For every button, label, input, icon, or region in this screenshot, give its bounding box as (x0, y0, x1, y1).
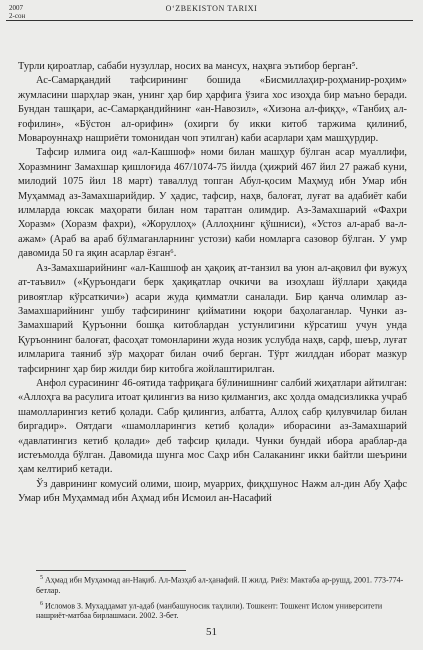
footnotes (36, 573, 407, 624)
paragraph-4: Аз-Замахшарийнинг «ал-Кашшоф ан ҳақоиқ ат-танзил ва уюн ал-ақовил фи вужуҳ ат-таъвил» («Қуръондаги берк ҳақиқатлар очкичи ва изоҳлаш йўллари ҳақида ривоятлар кўрсаткичи») асари жуда қимматли саналади. Бир қанча олимлар аз-Замахшарийнинг ушбу тафсирининг қийматини юқори баҳолаганлар. Чунки аз-Замахшарий Қуръонни бошқа китоблардан устунлигини кўрсатиш учун унда Қуръоннинг балоғат, фасоҳат томонларини жуда нозик услубда наҳв, сарф, шеър, луғат илмларига таяниб зўр маҳорат билан очиб берган. Тўрт жилддан иборат мазкур тафсирнинг ҳар бир жилди бир китобга жойлаштирилган. (18, 262, 407, 375)
header-issue: 2-сон (9, 12, 26, 20)
journal-title: O‘ZBEKISTON TARIXI (165, 4, 258, 13)
footnote-text: Исломов З. Мухаддамат ул-адаб (манбашуносик таҳлили). Тошкент: Тошкент Ислом университети нашриёт-матбаа бирлашмаси. 2002. 3-бет. (36, 601, 383, 621)
paragraph-1: Турли қироатлар, сабаби нузуллар, носих ва мансух, наҳвга эътибор берган⁵. (18, 61, 358, 72)
header-rule (6, 20, 413, 21)
footnote (36, 599, 407, 622)
paragraph-5: Анфол сурасининг 46-оятида тафриқага бўлинишнинг салбий жиҳатлари айтилган: «Аллоҳга ва расулига итоат қилингиз ва низо қилмангиз, акс ҳолда омадсизликка учраб шамолларингиз кетиб қолади. Сабр қилингиз, албатта, Аллоҳ сабр қилувчилар билан биргадир». Оятдаги «шамолларингиз кетиб қолади» ибораcини аз-Замахшарий «давлатингиз кетиб қолади» деб тафсир қилади. Чунки бундай ибора араблар-да истеъмолда бўлган. Давомида шунга мос Саҳр ибн Салаканинг икки байтли шеърини ҳам келтириб кетади. (18, 377, 407, 476)
paragraph-2: Ас-Самарқандий тафсирининг бошида «Бисмиллаҳир-роҳманир-роҳим» жумласини шарҳлар экан, унинг ҳар бир ҳарфига ўзига хос изоҳда бир маъно беради. Бундан ташқари, ас-Самарқандийнинг «ан-Навозил», «Хизона ал-фиқҳ», «Танбиҳ ал-ғофилин», «Бўстон ал-орифин» (охирги бу икки китоб таржима қилиниб, Мовароуннаҳр нашриёти томонидан чоп этилган) каби асарлари ҳам машҳурдир. (18, 75, 407, 145)
paragraph-6: Ўз даврининг комусий олими, шоир, муаррих, фиқҳшунос Нажм ал-дин Абу Ҳафс Умар ибн Муҳаммад ибн Аҳмад ибн Исмоил ан-Насафий (18, 478, 407, 505)
footnote-mark: 6 (40, 600, 43, 607)
page-number: 51 (206, 626, 217, 638)
footnote-rule (36, 570, 186, 571)
paragraph-3: Тафсир илмига оид «ал-Кашшоф» номи билан машҳур бўлган асар муаллифи, Хоразмнинг Замахшар қишлоғида 467/1074-75 йилда (ҳижрий 467 йил 27 ражаб куни, милодий 1075 йил 18 март) таваллуд топган Абул-қосим Маҳмуд ибн Умар ибн Муҳаммад аз-Замахшарийдир. У ҳадис, тафсир, наҳв, балоғат, луғат ва адабиёт каби илмларда юксак маҳорати билан ном таратган олимдир. Аз-Замахшарий «Фахри Хоразм» (Хоразм фахри), «Жоруллоҳ» (Аллоҳнинг қўшниси), «Устоз ал-араб ва-л-ажам» (Араб ва араб бўлмаганларнинг устози) каби номларга сазовор бўлган. У умр давомида 50 га яқин асарлар ёзган⁶. (18, 147, 407, 260)
header-year: 2007 (9, 4, 23, 12)
article-body (18, 60, 407, 507)
footnote-mark: 5 (40, 575, 43, 581)
footnote (36, 573, 407, 596)
footnote-text: Аҳмад ибн Муҳаммад ан-Нақиб. Ал-Мазҳаб ал-ҳанафий. II жилд. Риёз: Мактаба ар-рушд, 2001. 773-774-бетлар. (36, 575, 404, 595)
